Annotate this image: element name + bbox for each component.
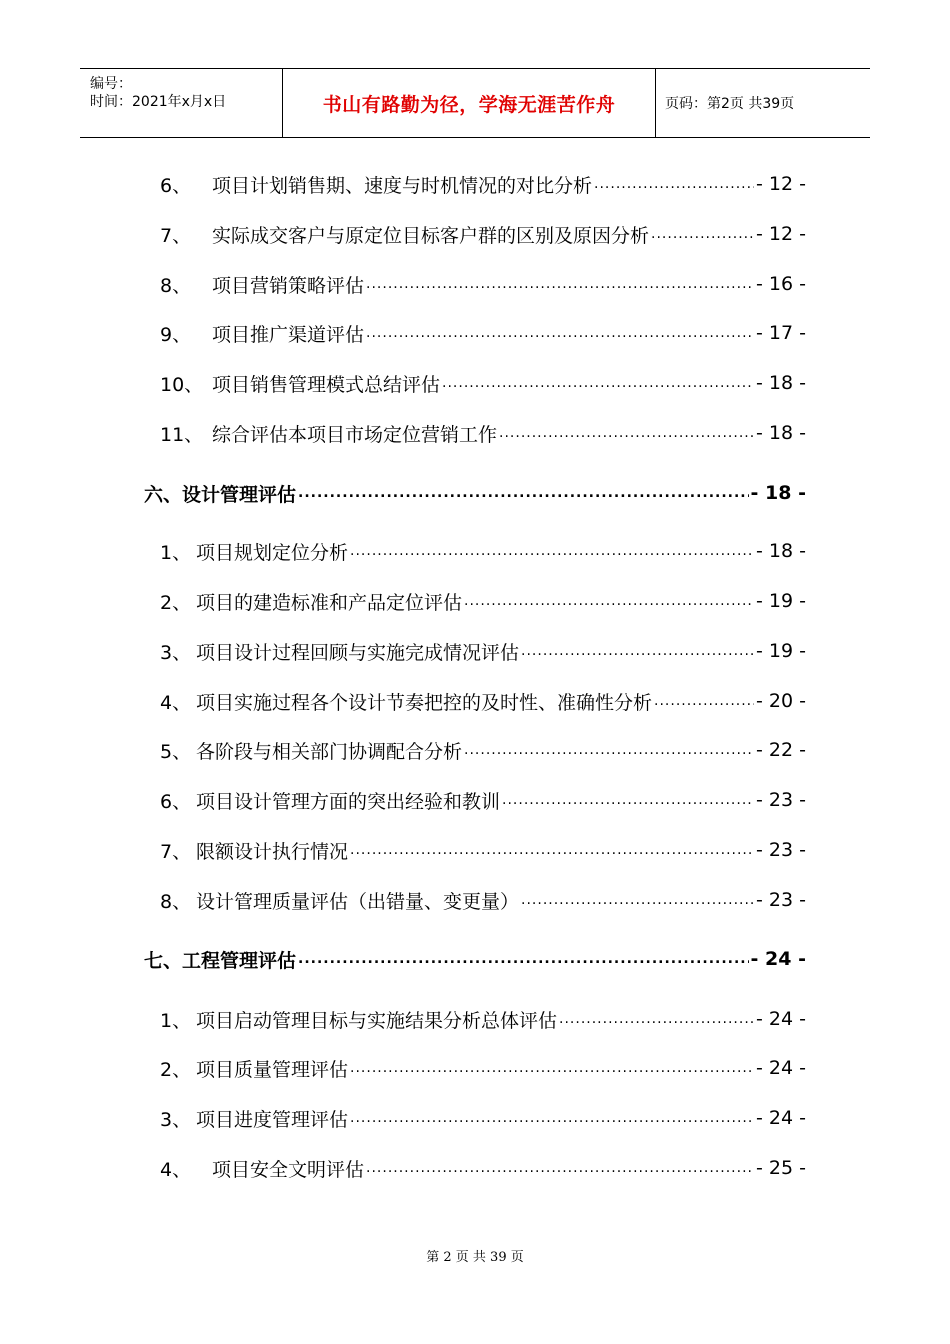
toc-entry-page: - 22 - [756,739,806,761]
dot-leader [651,226,754,242]
toc-entry-number: 2、 [160,591,192,614]
dot-leader [521,892,754,908]
toc-entry-number: 3、 [160,641,192,664]
page-header [80,68,870,138]
dot-leader [654,693,754,709]
toc-section-page: - 18 - [750,482,806,504]
toc-entry-number: 4、 [160,691,192,714]
toc-entry[interactable] [160,686,806,716]
toc-entry[interactable] [160,269,806,299]
toc-entry-page: - 19 - [756,640,806,662]
toc-entry[interactable] [160,1004,806,1034]
toc-entry-page: - 18 - [756,372,806,394]
toc-entry-page: - 19 - [756,590,806,612]
dot-leader [366,325,754,341]
toc-entry-number: 6、 [160,790,192,813]
toc-entry-number: 8、 [160,274,192,297]
toc-entry-page: - 12 - [756,223,806,245]
toc-entry-title: 项目启动管理目标与实施结果分析总体评估 [196,1009,558,1032]
toc-entry-number: 2、 [160,1058,192,1081]
toc-entry-title: 项目推广渠道评估 [212,323,365,346]
dot-leader [464,742,754,758]
toc-entry-page: - 23 - [756,839,806,861]
toc-entry-title: 项目实施过程各个设计节奏把控的及时性、准确性分析 [196,691,653,714]
toc-entry-page: - 24 - [756,1008,806,1030]
toc-entry-number: 10、 [160,373,204,396]
toc-entry-title: 限额设计执行情况 [196,840,349,863]
toc-section-title: 六、设计管理评估 [144,483,297,506]
toc-entry-title: 项目的建造标准和产品定位评估 [196,591,463,614]
toc-section-page: - 24 - [750,948,806,970]
dot-leader [521,643,754,659]
toc-entry-title: 项目质量管理评估 [196,1058,349,1081]
toc-entry-number: 1、 [160,541,192,564]
toc-entry-page: - 23 - [756,789,806,811]
toc-entry-title: 项目营销策略评估 [212,274,365,297]
toc-entry-page: - 24 - [756,1057,806,1079]
dot-leader [559,1011,754,1027]
toc-entry-page: - 16 - [756,273,806,295]
toc-entry-title: 项目设计管理方面的突出经验和教训 [196,790,501,813]
toc-section-title: 七、工程管理评估 [144,949,297,972]
header-motto-cell [282,69,656,137]
toc-entry-number: 11、 [160,423,204,446]
toc-entry-title: 项目设计过程回顾与实施完成情况评估 [196,641,520,664]
toc-entry-page: - 18 - [756,422,806,444]
toc-section-heading[interactable] [144,478,806,508]
motto-text: 书山有路勤为径，学海无涯苦作舟 [322,93,616,116]
toc-entry[interactable] [160,1103,806,1133]
toc-entry-title: 项目计划销售期、速度与时机情况的对比分析 [212,174,593,197]
toc-entry[interactable] [160,1153,806,1183]
toc-entry-number: 7、 [160,840,192,863]
toc-entry[interactable] [160,318,806,348]
header-page-cell [655,69,870,137]
toc-entry-page: - 25 - [756,1157,806,1179]
toc-entry-number: 8、 [160,890,192,913]
toc-entry[interactable] [160,835,806,865]
toc-entry-number: 7、 [160,224,192,247]
toc-entry[interactable] [160,368,806,398]
toc-entry[interactable] [160,418,806,448]
toc-entry-number: 6、 [160,174,192,197]
header-meta [80,69,282,137]
toc-entry-title: 各阶段与相关部门协调配合分析 [196,740,463,763]
dot-leader [464,593,754,609]
toc-entry-title: 项目进度管理评估 [196,1108,349,1131]
toc-entry-title: 项目安全文明评估 [212,1158,365,1181]
toc-entry-page: - 24 - [756,1107,806,1129]
toc-entry-title: 综合评估本项目市场定位营销工作 [212,423,498,446]
toc-entry[interactable] [160,536,806,566]
toc-entry-number: 3、 [160,1108,192,1131]
toc-entry-title: 项目规划定位分析 [196,541,349,564]
toc-entry-title: 实际成交客户与原定位目标客户群的区别及原因分析 [212,224,650,247]
toc-entry[interactable] [160,219,806,249]
time-label: 时间：2021年x月x日 [90,94,227,110]
toc-entry[interactable] [160,735,806,765]
dot-leader [502,792,754,808]
page-footer: 第 2 页 共 39 页 [426,1250,524,1265]
number-label: 编号： [90,76,132,92]
toc-entry[interactable] [160,636,806,666]
toc-entry-page: - 17 - [756,322,806,344]
toc-entry[interactable] [160,169,806,199]
toc-entry[interactable] [160,1053,806,1083]
page-info: 页码：第2页 共39页 [665,96,795,112]
toc-entry-page: - 18 - [756,540,806,562]
dot-leader [594,176,754,192]
toc-entry-page: - 20 - [756,690,806,712]
dot-leader [499,425,754,441]
toc-entry-title: 项目销售管理模式总结评估 [212,373,441,396]
toc-entry-number: 1、 [160,1009,192,1032]
toc-entry[interactable] [160,785,806,815]
toc-entry-page: - 23 - [756,889,806,911]
toc-entry[interactable] [160,586,806,616]
toc-entry-number: 5、 [160,740,192,763]
dot-leader [350,543,754,559]
toc-section-heading[interactable] [144,944,806,974]
dot-leader [350,1110,754,1126]
toc-entry-title: 设计管理质量评估（出错量、变更量） [196,890,520,913]
dot-leader [298,951,749,967]
dot-leader [350,842,754,858]
dot-leader [298,485,749,501]
toc-entry-number: 9、 [160,323,192,346]
toc-entry[interactable] [160,885,806,915]
dot-leader [366,276,754,292]
dot-leader [366,1160,754,1176]
dot-leader [350,1060,754,1076]
toc-entry-page: - 12 - [756,173,806,195]
dot-leader [442,375,754,391]
toc-entry-number: 4、 [160,1158,192,1181]
